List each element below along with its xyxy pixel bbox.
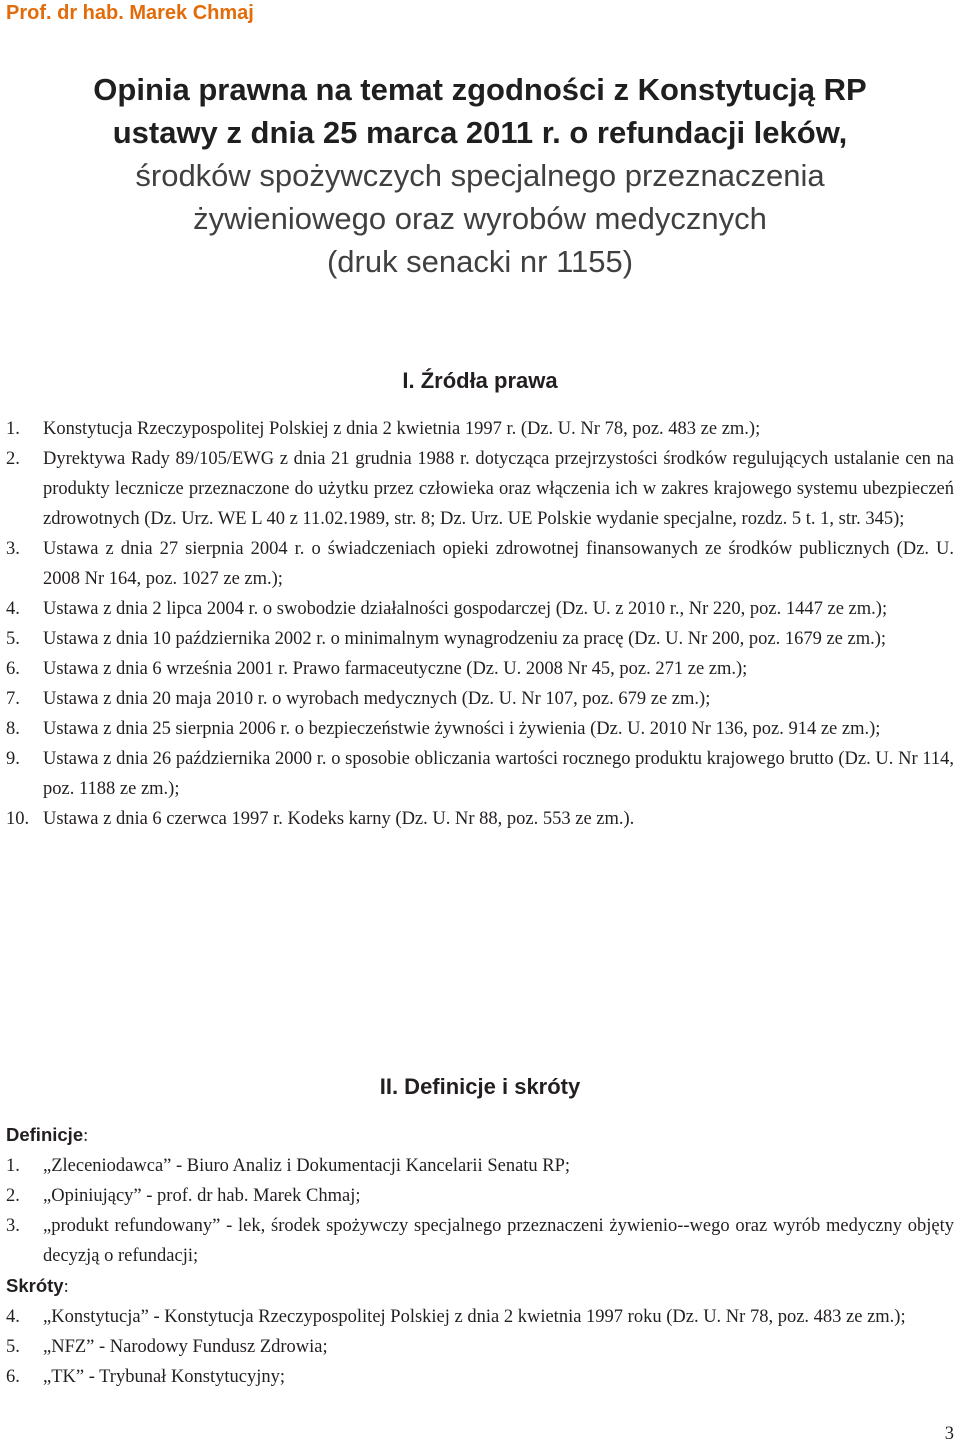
- list-item: 8. Ustawa z dnia 25 sierpnia 2006 r. o bezpieczeństwie żywności i żywienia (Dz. U. 2010 Nr 136, poz. 914 ze zm.);: [6, 719, 881, 739]
- sources-list: [0, 414, 960, 834]
- list-item: 2. „Opiniujący” - prof. dr hab. Marek Chmaj;: [6, 1186, 361, 1206]
- list-item: 4. „Konstytucja” - Konstytucja Rzeczypospolitej Polskiej z dnia 2 kwietnia 1997 roku (Dz. U. Nr 78, poz. 483 ze zm.);: [6, 1307, 906, 1327]
- title-line-2: ustawy z dnia 25 marca 2011 r. o refundacji leków,: [112, 115, 848, 150]
- list-item: 7. Ustawa z dnia 20 maja 2010 r. o wyrobach medycznych (Dz. U. Nr 107, poz. 679 ze zm.);: [6, 689, 711, 709]
- list-item: 5. „NFZ” - Narodowy Fundusz Zdrowia;: [6, 1337, 328, 1357]
- definitions-label: Definicje:: [6, 1124, 89, 1146]
- author-header: Prof. dr hab. Marek Chmaj: [6, 2, 254, 24]
- list-item: 10. Ustawa z dnia 6 czerwca 1997 r. Kodeks karny (Dz. U. Nr 88, poz. 553 ze zm.).: [6, 809, 635, 829]
- list-item: 5. Ustawa z dnia 10 października 2002 r. o minimalnym wynagrodzeniu za pracę (Dz. U. Nr 200, poz. 1679 ze zm.);: [6, 629, 887, 649]
- title-line-1: Opinia prawna na temat zgodności z Konstytucją RP: [93, 72, 867, 107]
- list-item: 1. Konstytucja Rzeczypospolitej Polskiej z dnia 2 kwietnia 1997 r. (Dz. U. Nr 78, poz. 483 ze zm.);: [6, 419, 761, 439]
- title-line-4: żywieniowego oraz wyrobów medycznych: [193, 201, 767, 236]
- list-item: 6. „TK” - Trybunał Konstytucyjny;: [6, 1367, 286, 1387]
- list-item: 6. Ustawa z dnia 6 września 2001 r. Prawo farmaceutyczne (Dz. U. 2008 Nr 45, poz. 271 ze zm.);: [6, 659, 748, 679]
- list-item: 3. „produkt refundowany” - lek, środek spożywczy specjalnego przeznaczeni żywienio--wego oraz wyrób medyczny objęty decyzją o refundacji;: [6, 1216, 954, 1266]
- list-item: 9. Ustawa z dnia 26 października 2000 r. o sposobie obliczania wartości rocznego produktu krajowego brutto (Dz. U. Nr 114, poz. 1188 ze zm.);: [6, 749, 954, 799]
- title-line-3: środków spożywczych specjalnego przeznaczenia: [135, 158, 825, 193]
- section-heading-sources: I. Źródła prawa: [402, 368, 558, 393]
- section-heading-definitions: II. Definicje i skróty: [379, 1074, 581, 1099]
- page-number: 3: [944, 1424, 954, 1444]
- document-title: [0, 68, 960, 283]
- definitions-list: [0, 1120, 960, 1392]
- title-line-5: (druk senacki nr 1155): [326, 244, 634, 279]
- list-item: 2. Dyrektywa Rady 89/105/EWG z dnia 21 grudnia 1988 r. dotycząca przejrzystości środków regulujących ustalanie cen na produkty lecznicze przeznaczone do użytku przez człowieka oraz włączenia ich w zakres krajowego systemu ubezpieczeń zdrowotnych (Dz. Urz. WE L 40 z 11.02.1989, str. 8; Dz. Urz. UE Polskie wydanie specjalne, rozdz. 5 t. 1, str. 345);: [6, 449, 954, 529]
- list-item: 3. Ustawa z dnia 27 sierpnia 2004 r. o świadczeniach opieki zdrowotnej finansowanych ze środków publicznych (Dz. U. 2008 Nr 164, poz. 1027 ze zm.);: [6, 539, 954, 589]
- list-item: 1. „Zleceniodawca” - Biuro Analiz i Dokumentacji Kancelarii Senatu RP;: [6, 1156, 571, 1176]
- abbreviations-label: Skróty:: [6, 1275, 69, 1297]
- list-item: 4. Ustawa z dnia 2 lipca 2004 r. o swobodzie działalności gospodarczej (Dz. U. z 2010 r., Nr 220, poz. 1447 ze zm.);: [6, 599, 888, 619]
